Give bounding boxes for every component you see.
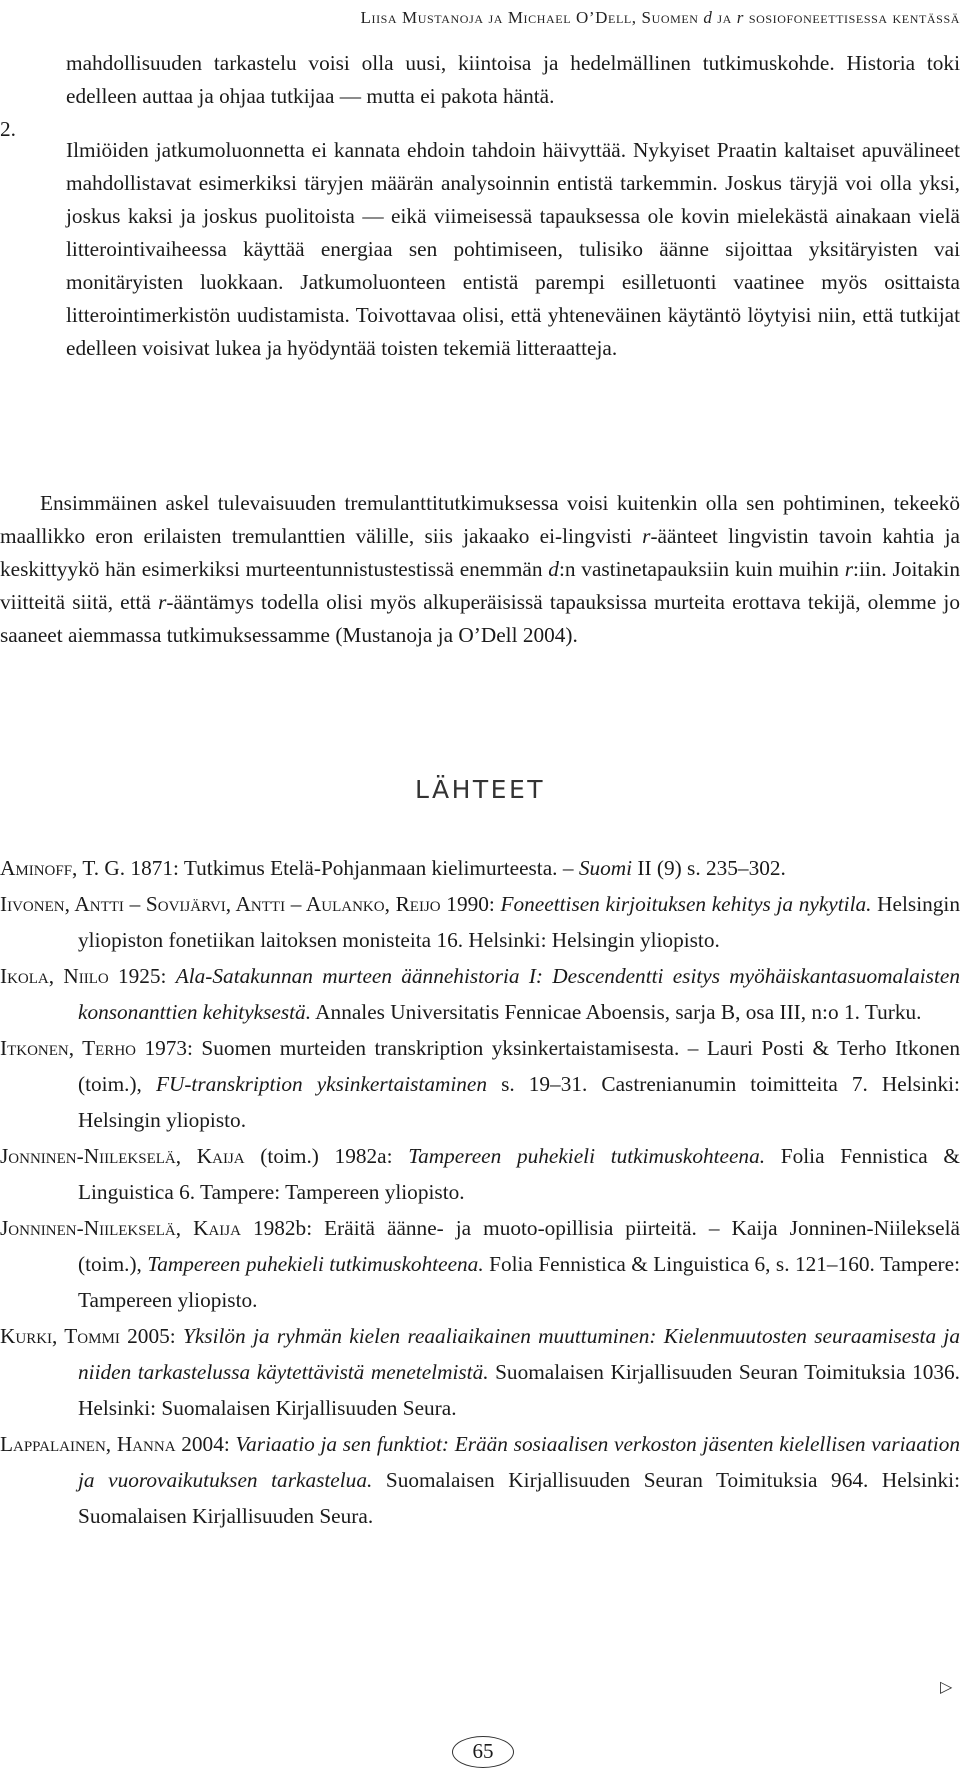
- reference-text: (toim.) 1982a:: [244, 1144, 409, 1168]
- running-header: [0, 8, 960, 28]
- reference-item: [0, 1318, 960, 1426]
- header-d: d: [703, 8, 713, 27]
- reference-text: 1990:: [440, 892, 501, 916]
- reference-title: FU-transkription yksinkertaistaminen: [155, 1072, 488, 1096]
- reference-author: Iivonen, Antti – Sovijärvi, Antti – Aulanko, Reijo: [0, 892, 441, 916]
- reference-text: 2004:: [175, 1432, 236, 1456]
- reference-text: 1982b: Eräitä äänne- ja muoto-opillisia piirteitä. – Kaija Jonninen-Niilekselä (toim.),: [78, 1216, 960, 1276]
- paragraph-run: -äänteet lingvistin tavoin kahtia ja keskittyykö hän esimerkiksi murteentunnistustestissä enemmän: [0, 524, 960, 581]
- paragraph-run: -ääntämys todella olisi myös alkuperäisissä tapauksissa murteita erottava tekijä, olemme jo saaneet aiemmassa tutkimuksessamme (Mustanoja ja O’Dell 2004).: [0, 590, 960, 647]
- reference-title: Foneettisen kirjoituksen kehitys ja nykytila.: [500, 892, 872, 916]
- header-text-2: ja: [712, 8, 737, 27]
- reference-item: [0, 1426, 960, 1534]
- item2-text: Ilmiöiden jatkumoluonnetta ei kannata ehdoin tahdoin häivyttää. Nykyiset Praatin kaltaiset apuvälineet mahdollistavat esimerkiksi täryjen määrän analysoinnin entistä tarkemmin. Joskus täryjä voi olla yksi, joskus kaksi ja joskus puolitoista — eikä viimeisessä tapauksessa ole kovin mielekästä ainakaan vielä litterointivaiheessa käyttää energiaa sen pohtimiseen, tulisiko äänne sijoittaa yksitäryisten vai monitäryisten luokkaan. Jatkumoluonteen entistä parempi esilletuonti vaatinee myös osittaista litterointimerkistön uudistamista. Toivottavaa olisi, että yhteneväinen käytäntö löytyisi niin, että tutkijat edelleen voisivat lukea ja hyödyntää toisten tekemiä litteraatteja.: [66, 138, 960, 361]
- paragraph-run: :iin. Joitakin viitteitä siitä, että: [0, 557, 960, 614]
- reference-text: 1973: Suomen murteiden transkription yksinkertaistamisesta. – Lauri Posti & Terho Itkonen (toim.),: [78, 1036, 960, 1096]
- reference-text: II (9) s. 235–302.: [632, 856, 786, 880]
- reference-item: [0, 886, 960, 958]
- item1-text: mahdollisuuden tarkastelu voisi olla uusi, kiintoisa ja hedelmällinen tutkimuskohde. Historia toki edelleen auttaa ja ohjaa tutkijaa — mutta ei pakota häntä.: [66, 51, 960, 108]
- reference-item: [0, 1030, 960, 1138]
- paragraph-text: [0, 487, 960, 652]
- reference-title: Tampereen puhekieli tutkimuskohteena.: [408, 1144, 766, 1168]
- page-number: 65: [452, 1736, 514, 1768]
- list-item-1-continuation: [66, 47, 960, 113]
- reference-text: Folia Fennistica & Linguistica 6. Tampere: Tampereen yliopisto.: [78, 1144, 960, 1204]
- reference-list: [0, 850, 960, 1534]
- item2-number: 2.: [0, 117, 16, 141]
- reference-text: Folia Fennistica & Linguistica 6, s. 121–160. Tampere: Tampereen yliopisto.: [78, 1252, 960, 1312]
- paragraph-italic-r: r: [158, 590, 167, 614]
- reference-title: Variaatio ja sen funktiot: Erään sosiaalisen verkoston jäsenten kielellisen variaation ja vuorovaikutuksen tarkastelua.: [78, 1432, 960, 1492]
- paragraph-italic-d: d: [548, 557, 559, 581]
- reference-author: Jonninen-Niilekselä, Kaija: [0, 1144, 245, 1168]
- body-paragraph: [0, 487, 960, 652]
- paragraph-italic-r: r: [844, 557, 854, 581]
- reference-author: Ikola, Niilo: [0, 964, 109, 988]
- reference-author: Jonninen-Niilekselä, Kaija: [0, 1216, 241, 1240]
- section-title-references: LÄHTEET: [414, 775, 546, 804]
- reference-title: Yksilön ja ryhmän kielen reaaliaikainen muuttuminen: Kielenmuutosten seuraamisesta ja niiden tarkastelussa käytettävistä menetelmistä.: [78, 1324, 960, 1384]
- paragraph-run: :n vastinetapauksiin kuin muihin: [558, 557, 845, 581]
- paragraph-italic-r: r: [642, 524, 651, 548]
- reference-author: Lappalainen, Hanna: [0, 1432, 176, 1456]
- header-text-3: sosiofoneettisessa kentässä: [744, 8, 960, 27]
- header-r: r: [736, 8, 744, 27]
- paragraph-run: Ensimmäinen askel tulevaisuuden tremulanttitutkimuksessa voisi kuitenkin olla sen pohtiminen, tekeekö maallikko eron erilaisten tremulanttien välille, siis jakaako ei-lingvisti: [0, 491, 960, 548]
- reference-item: [0, 850, 960, 886]
- list-item-2: [0, 113, 960, 387]
- reference-text: Annales Universitatis Fennicae Aboensis, sarja B, osa III, n:o 1. Turku.: [311, 1000, 922, 1024]
- reference-text: s. 19–31. Castrenianumin toimitteita 7. Helsinki: Helsingin yliopisto.: [78, 1072, 960, 1132]
- reference-text: 1925:: [108, 964, 176, 988]
- header-text-1: Liisa Mustanoja ja Michael O’Dell, Suomen: [360, 8, 704, 27]
- reference-text: 1871: Tutkimus Etelä-Pohjanmaan kielimurteesta. –: [125, 856, 579, 880]
- reference-author: Aminoff, T. G.: [0, 856, 126, 880]
- reference-text: Suomalaisen Kirjallisuuden Seuran Toimituksia 964. Helsinki: Suomalaisen Kirjallisuuden Seura.: [78, 1468, 960, 1528]
- reference-author: Kurki, Tommi: [0, 1324, 120, 1348]
- reference-item: [0, 1210, 960, 1318]
- reference-text: Helsingin yliopiston fonetiikan laitoksen monisteita 16. Helsinki: Helsingin yliopisto.: [78, 892, 960, 952]
- reference-author: Itkonen, Terho: [0, 1036, 136, 1060]
- reference-title: Suomi: [578, 856, 633, 880]
- reference-item: [0, 1138, 960, 1210]
- reference-text: Suomalaisen Kirjallisuuden Seuran Toimituksia 1036. Helsinki: Suomalaisen Kirjallisuuden Seura.: [78, 1360, 960, 1420]
- next-page-arrow-icon: ▷: [940, 1677, 953, 1696]
- reference-title: Tampereen puhekieli tutkimuskohteena.: [147, 1252, 484, 1276]
- reference-title: Ala-Satakunnan murteen äännehistoria I: Descendentti esitys myöhäiskantasuomalaisten konsonanttien kehityksestä.: [78, 964, 960, 1024]
- reference-item: [0, 958, 960, 1030]
- reference-text: 2005:: [119, 1324, 183, 1348]
